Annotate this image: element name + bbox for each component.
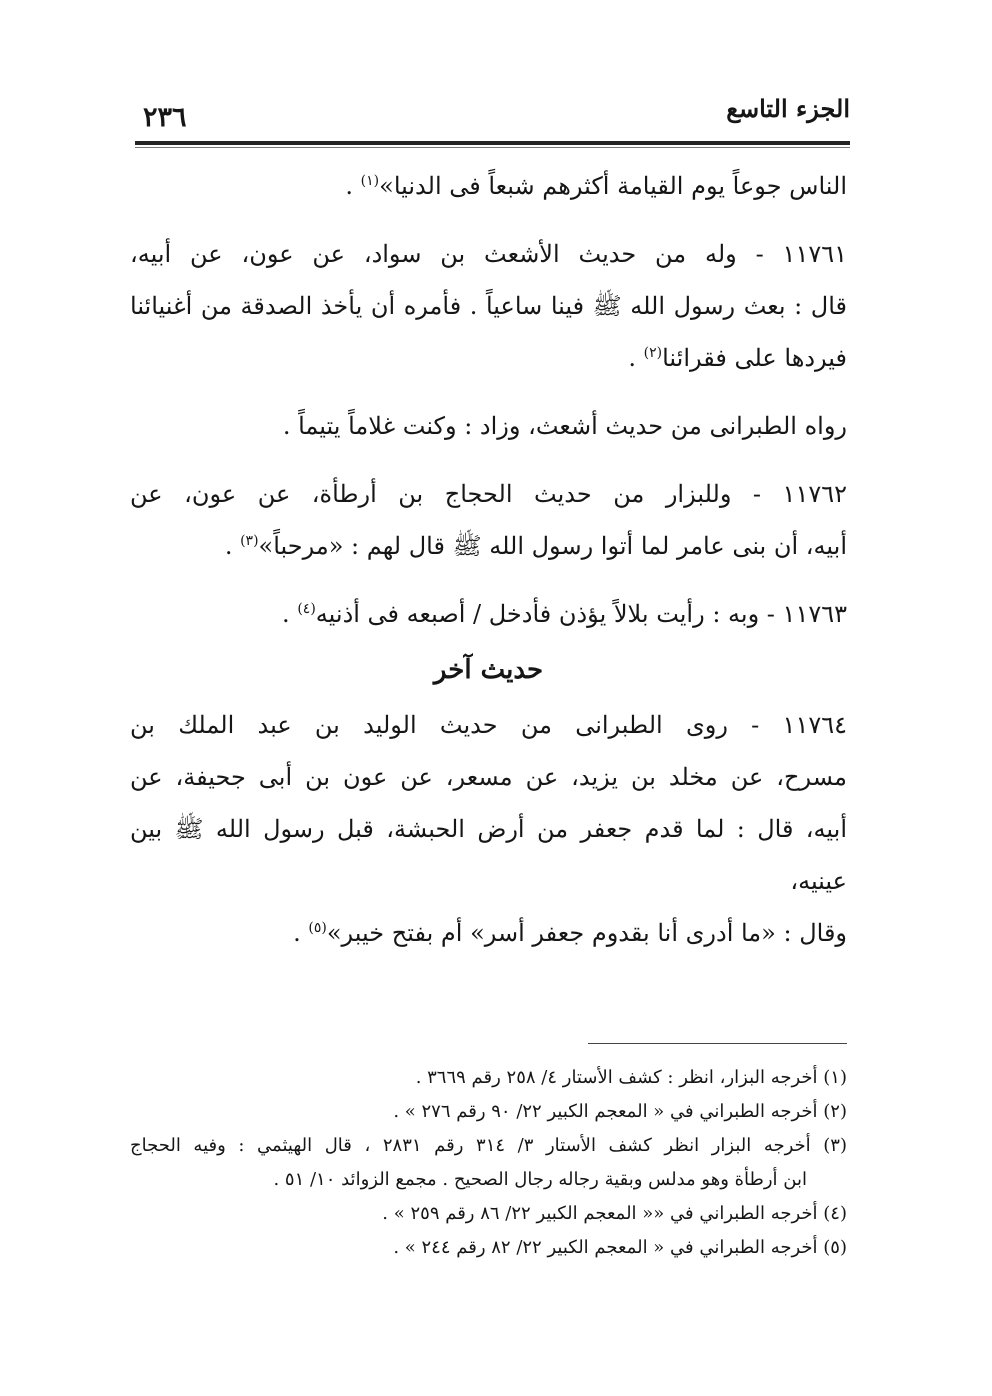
footnote-ref-1: (١) <box>360 173 380 189</box>
footnote-ref-3: (٣) <box>240 533 259 549</box>
tabarani-line: رواه الطبرانى من حديث أشعث، وزاد : وكنت غلاماً يتيماً . <box>282 412 847 440</box>
footnote-4: (٤) أخرجه الطبراني في «« المعجم الكبير ٢٢/ ٨٦ رقم ٢٥٩ » . <box>382 1203 847 1224</box>
line-end: . <box>628 344 644 372</box>
text-line <box>130 160 847 212</box>
footnote-1: (١) أخرجه البزار، انظر : كشف الأستار ٤/ ٢٥٨ رقم ٣٦٦٩ . <box>415 1067 847 1088</box>
header-rule-thin <box>135 147 850 148</box>
paragraph-gap <box>130 572 847 588</box>
line-end: . <box>282 600 298 628</box>
main-text <box>130 160 847 959</box>
footnote-5: (٥) أخرجه الطبراني في « المعجم الكبير ٢٢/ ٨٢ رقم ٢٤٤ » . <box>393 1237 847 1258</box>
line-text: ١١٧٦٣ - وبه : رأيت بلالاً يؤذن فأدخل / أصبعه فى أذنيه <box>315 600 847 628</box>
line-end: . <box>224 532 241 560</box>
hadith-11761-line-3 <box>130 332 847 384</box>
footnote-ref-2: (٢) <box>643 345 663 361</box>
hadith-11763-line <box>130 588 847 640</box>
header-rule-thick <box>135 141 850 145</box>
footnote-2: (٢) أخرجه الطبراني في « المعجم الكبير ٢٢/ ٩٠ رقم ٢٧٦ » . <box>393 1101 847 1122</box>
paragraph-gap <box>130 452 847 468</box>
page-header <box>135 86 850 134</box>
line-text: أبيه، أن بنى عامر لما أتوا رسول الله ﷺ قال لهم : «مرحباً» <box>258 532 847 560</box>
hadith-11762-line-2 <box>130 520 847 572</box>
footnote-ref-5: (٥) <box>308 920 327 936</box>
footnote-3-line-1: (٣) أخرجه البزار انظر كشف الأستار ٣/ ٣١٤ رقم ٢٨٣١ ، قال الهيثمي : وفيه الحجاج <box>130 1135 847 1156</box>
line-end: . <box>345 172 361 200</box>
volume-title: الجزء التاسع <box>726 94 850 123</box>
footnote-ref-4: (٤) <box>297 601 316 617</box>
hadith-11764-line-4 <box>130 907 847 959</box>
paragraph-gap <box>130 384 847 400</box>
paragraph-gap <box>130 212 847 228</box>
line-text: وقال : «ما أدرى أنا بقدوم جعفر أسر» أم بفتح خيبر» <box>326 919 847 947</box>
line-text: الناس جوعاً يوم القيامة أكثرهم شبعاً فى الدنيا» <box>379 172 847 200</box>
hadith-11761-line-1: ١١٧٦١ - وله من حديث الأشعث بن سواد، عن عون، عن أبيه، <box>130 240 847 268</box>
hadith-11764-line-2: مسرح، عن مخلد بن يزيد، عن مسعر، عن عون بن أبى جحيفة، عن <box>130 763 847 791</box>
footnotes <box>130 1061 847 1265</box>
line-text: فيردها على فقرائنا <box>662 344 847 372</box>
hadith-11764-line-3: أبيه، قال : لما قدم جعفر من أرض الحبشة، قبل رسول الله ﷺ بين عينيه، <box>130 815 847 895</box>
section-title: حديث آخر <box>433 655 544 685</box>
page-number: ٢٣٦ <box>143 102 187 133</box>
hadith-11764-line-1: ١١٧٦٤ - روى الطبرانى من حديث الوليد بن عبد الملك بن <box>130 711 847 739</box>
hadith-11761-line-2: قال : بعث رسول الله ﷺ فينا ساعياً . فأمره أن يأخذ الصدقة من أغنيائنا <box>130 292 847 320</box>
footnote-3-line-2: ابن أرطأة وهو مدلس وبقية رجاله رجال الصحيح . مجمع الزوائد ١٠/ ٥١ . <box>273 1169 807 1190</box>
line-end: . <box>293 919 309 947</box>
hadith-11762-line-1: ١١٧٦٢ - وللبزار من حديث الحجاج بن أرطأة، عن عون، عن <box>130 480 847 508</box>
footnote-divider <box>588 1043 847 1044</box>
